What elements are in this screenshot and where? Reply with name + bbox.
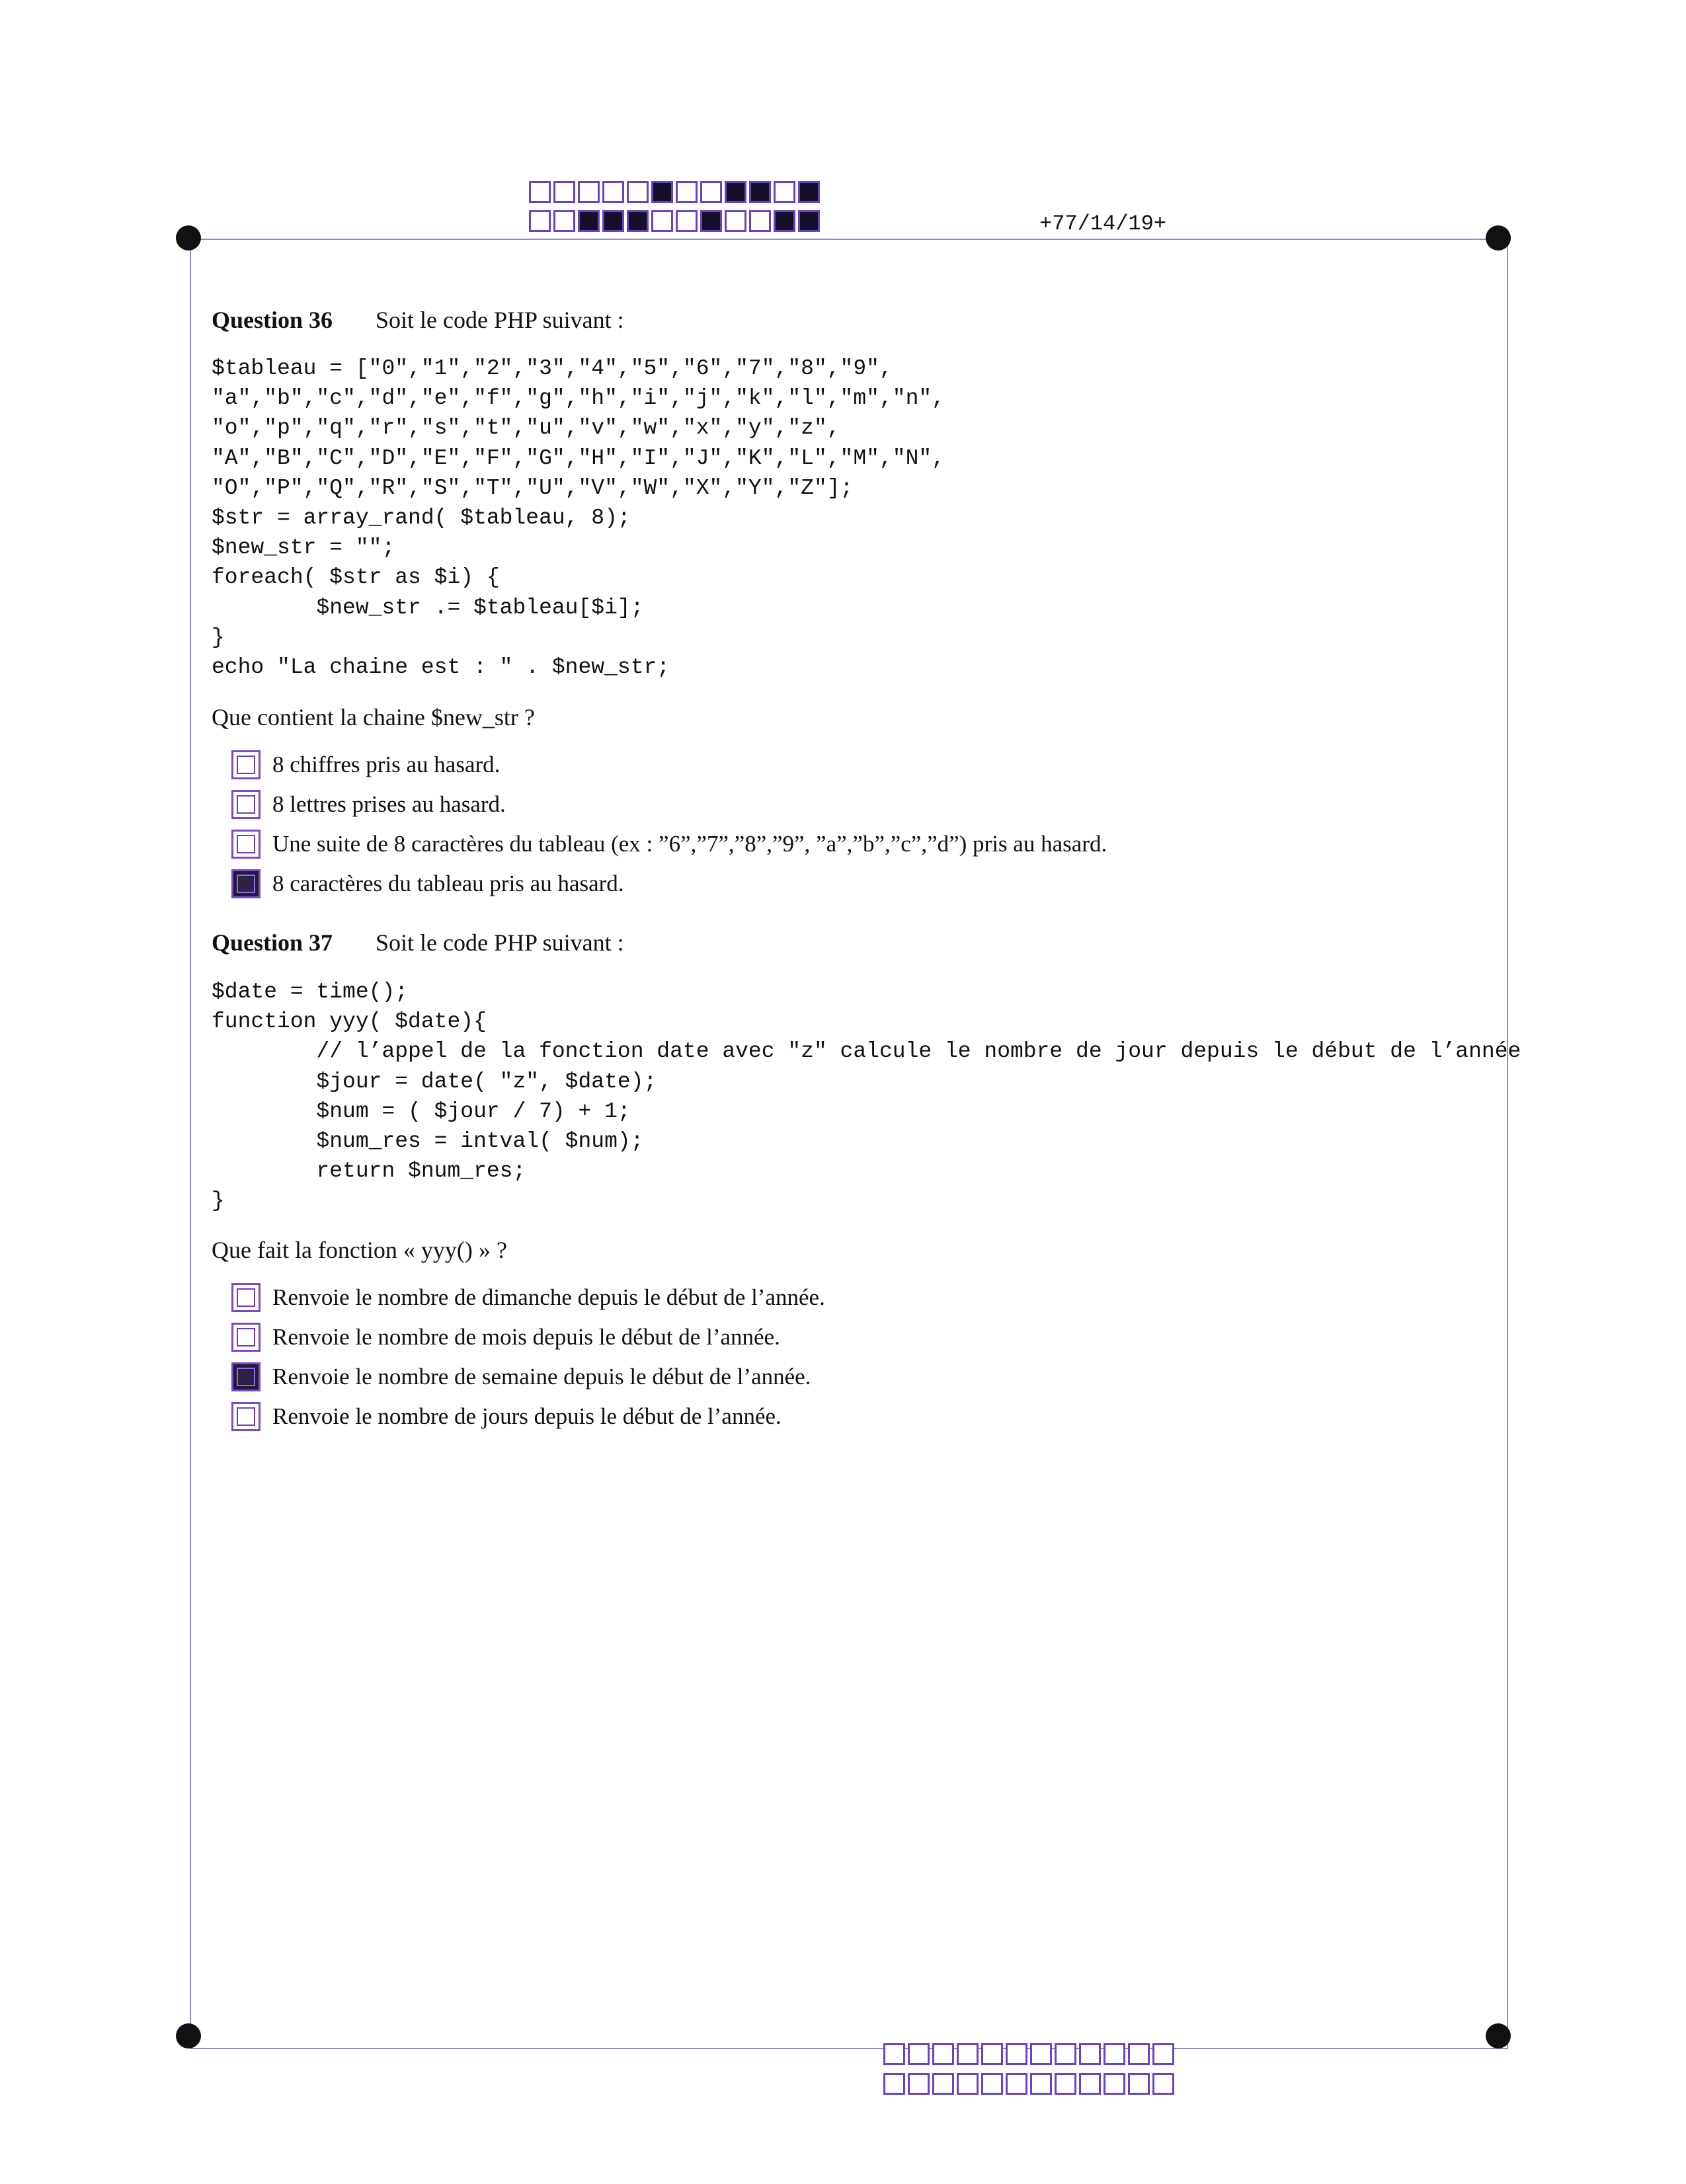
barcode-cell bbox=[676, 181, 698, 203]
barcode-cell bbox=[529, 210, 551, 232]
barcode-cell bbox=[1152, 2043, 1174, 2065]
barcode-cell bbox=[700, 181, 722, 203]
answer-checkbox[interactable] bbox=[231, 790, 261, 819]
answer-checkbox[interactable] bbox=[231, 750, 261, 779]
barcode-bottom-row-1 bbox=[883, 2043, 1174, 2065]
barcode-cell bbox=[1030, 2043, 1052, 2065]
barcode-cell bbox=[1128, 2043, 1150, 2065]
barcode-cell bbox=[627, 210, 649, 232]
corner-mark-bottom-right bbox=[1486, 2023, 1511, 2048]
answer-label: Une suite de 8 caractères du tableau (ex : ”6”,”7”,”8”,”9”, ”a”,”b”,”c”,”d”) pris au hasard. bbox=[272, 831, 1107, 857]
barcode-cell bbox=[1055, 2043, 1076, 2065]
barcode-cell bbox=[578, 210, 600, 232]
answer-checkbox[interactable] bbox=[231, 1323, 261, 1352]
barcode-cell bbox=[700, 210, 722, 232]
barcode-cell bbox=[932, 2073, 954, 2095]
answer-checkbox[interactable] bbox=[231, 1283, 261, 1312]
barcode-cell bbox=[957, 2073, 979, 2095]
barcode-cell bbox=[981, 2043, 1003, 2065]
barcode-cell bbox=[908, 2043, 930, 2065]
barcode-cell bbox=[932, 2043, 954, 2065]
barcode-top-row-1 bbox=[529, 181, 820, 203]
barcode-cell bbox=[798, 181, 820, 203]
barcode-cell bbox=[676, 210, 698, 232]
answer-label: Renvoie le nombre de semaine depuis le début de l’année. bbox=[272, 1364, 811, 1389]
barcode-cell bbox=[749, 210, 771, 232]
barcode-cell bbox=[578, 181, 600, 203]
barcode-cell bbox=[957, 2043, 979, 2065]
barcode-cell bbox=[774, 181, 795, 203]
barcode-cell bbox=[1055, 2073, 1076, 2095]
code-block-q37: $date = time(); function yyy( $date){ // l’appel de la fonction date avec "z" calcule le nombre de jour depuis le début de l’année $jour = date( "z", $date); $num = ( $jour / 7) + 1; $num_res = intval( $num); return $num_res; } bbox=[212, 980, 1521, 1214]
barcode-cell bbox=[553, 210, 575, 232]
question-number: Question 37 bbox=[212, 929, 333, 956]
corner-mark-top-right bbox=[1486, 225, 1511, 251]
answer-checkbox[interactable] bbox=[231, 1362, 261, 1391]
barcode-cell bbox=[981, 2073, 1003, 2095]
answer-label: Renvoie le nombre de dimanche depuis le début de l’année. bbox=[272, 1284, 825, 1310]
question-37-header bbox=[212, 929, 624, 956]
barcode-cell bbox=[1104, 2073, 1125, 2095]
barcode-cell bbox=[749, 181, 771, 203]
barcode-cell bbox=[529, 181, 551, 203]
barcode-cell bbox=[883, 2073, 905, 2095]
barcode-cell bbox=[725, 210, 746, 232]
barcode-cell bbox=[553, 181, 575, 203]
barcode-cell bbox=[1030, 2073, 1052, 2095]
corner-mark-bottom-left bbox=[176, 2023, 201, 2048]
answer-label: 8 caractères du tableau pris au hasard. bbox=[272, 871, 624, 896]
barcode-cell bbox=[1006, 2043, 1027, 2065]
barcode-cell bbox=[774, 210, 795, 232]
barcode-cell bbox=[1006, 2073, 1027, 2095]
barcode-cell bbox=[798, 210, 820, 232]
barcode-cell bbox=[1152, 2073, 1174, 2095]
question-37-prompt: Que fait la fonction « yyy() » ? bbox=[212, 1237, 507, 1263]
barcode-cell bbox=[1128, 2073, 1150, 2095]
barcode-cell bbox=[725, 181, 746, 203]
answer-label: Renvoie le nombre de jours depuis le début de l’année. bbox=[272, 1403, 782, 1429]
barcode-cell bbox=[1104, 2043, 1125, 2065]
barcode-cell bbox=[1079, 2073, 1101, 2095]
answer-checkbox[interactable] bbox=[231, 1402, 261, 1431]
question-36-header bbox=[212, 306, 624, 334]
answer-label: Renvoie le nombre de mois depuis le début de l’année. bbox=[272, 1324, 780, 1350]
answer-checkbox[interactable] bbox=[231, 869, 261, 898]
page-id-code: +77/14/19+ bbox=[1039, 212, 1167, 236]
answer-label: 8 chiffres pris au hasard. bbox=[272, 752, 501, 777]
question-intro: Soit le code PHP suivant : bbox=[376, 307, 624, 333]
barcode-bottom-row-2 bbox=[883, 2073, 1174, 2095]
barcode-cell bbox=[651, 210, 673, 232]
barcode-cell bbox=[651, 181, 673, 203]
question-36-prompt: Que contient la chaine $new_str ? bbox=[212, 704, 535, 730]
barcode-cell bbox=[1079, 2043, 1101, 2065]
barcode-cell bbox=[908, 2073, 930, 2095]
barcode-cell bbox=[602, 210, 624, 232]
barcode-cell bbox=[883, 2043, 905, 2065]
answer-label: 8 lettres prises au hasard. bbox=[272, 791, 506, 817]
corner-mark-top-left bbox=[176, 225, 201, 251]
barcode-cell bbox=[627, 181, 649, 203]
barcode-cell bbox=[602, 181, 624, 203]
code-block-q36: $tableau = ["0","1","2","3","4","5","6","7","8","9", "a","b","c","d","e","f","g","h","i","j","k","l","m","n", "o","p","q","r","s","t","u","v","w","x","y","z", "A","B","C","D","E","F","G","H","I","J","K","L","M","N", "O","P","Q","R","S","T","U","V","W","X","Y","Z"]; $str = array_rand( $tableau, 8); $new_str = ""; foreach( $str as $i) { $new_str .= $tableau[$i]; } echo "La chaine est : " . $new_str; bbox=[212, 356, 945, 680]
answer-checkbox[interactable] bbox=[231, 830, 261, 859]
question-number: Question 36 bbox=[212, 307, 333, 333]
question-intro: Soit le code PHP suivant : bbox=[376, 929, 624, 956]
barcode-top-row-2 bbox=[529, 210, 820, 232]
